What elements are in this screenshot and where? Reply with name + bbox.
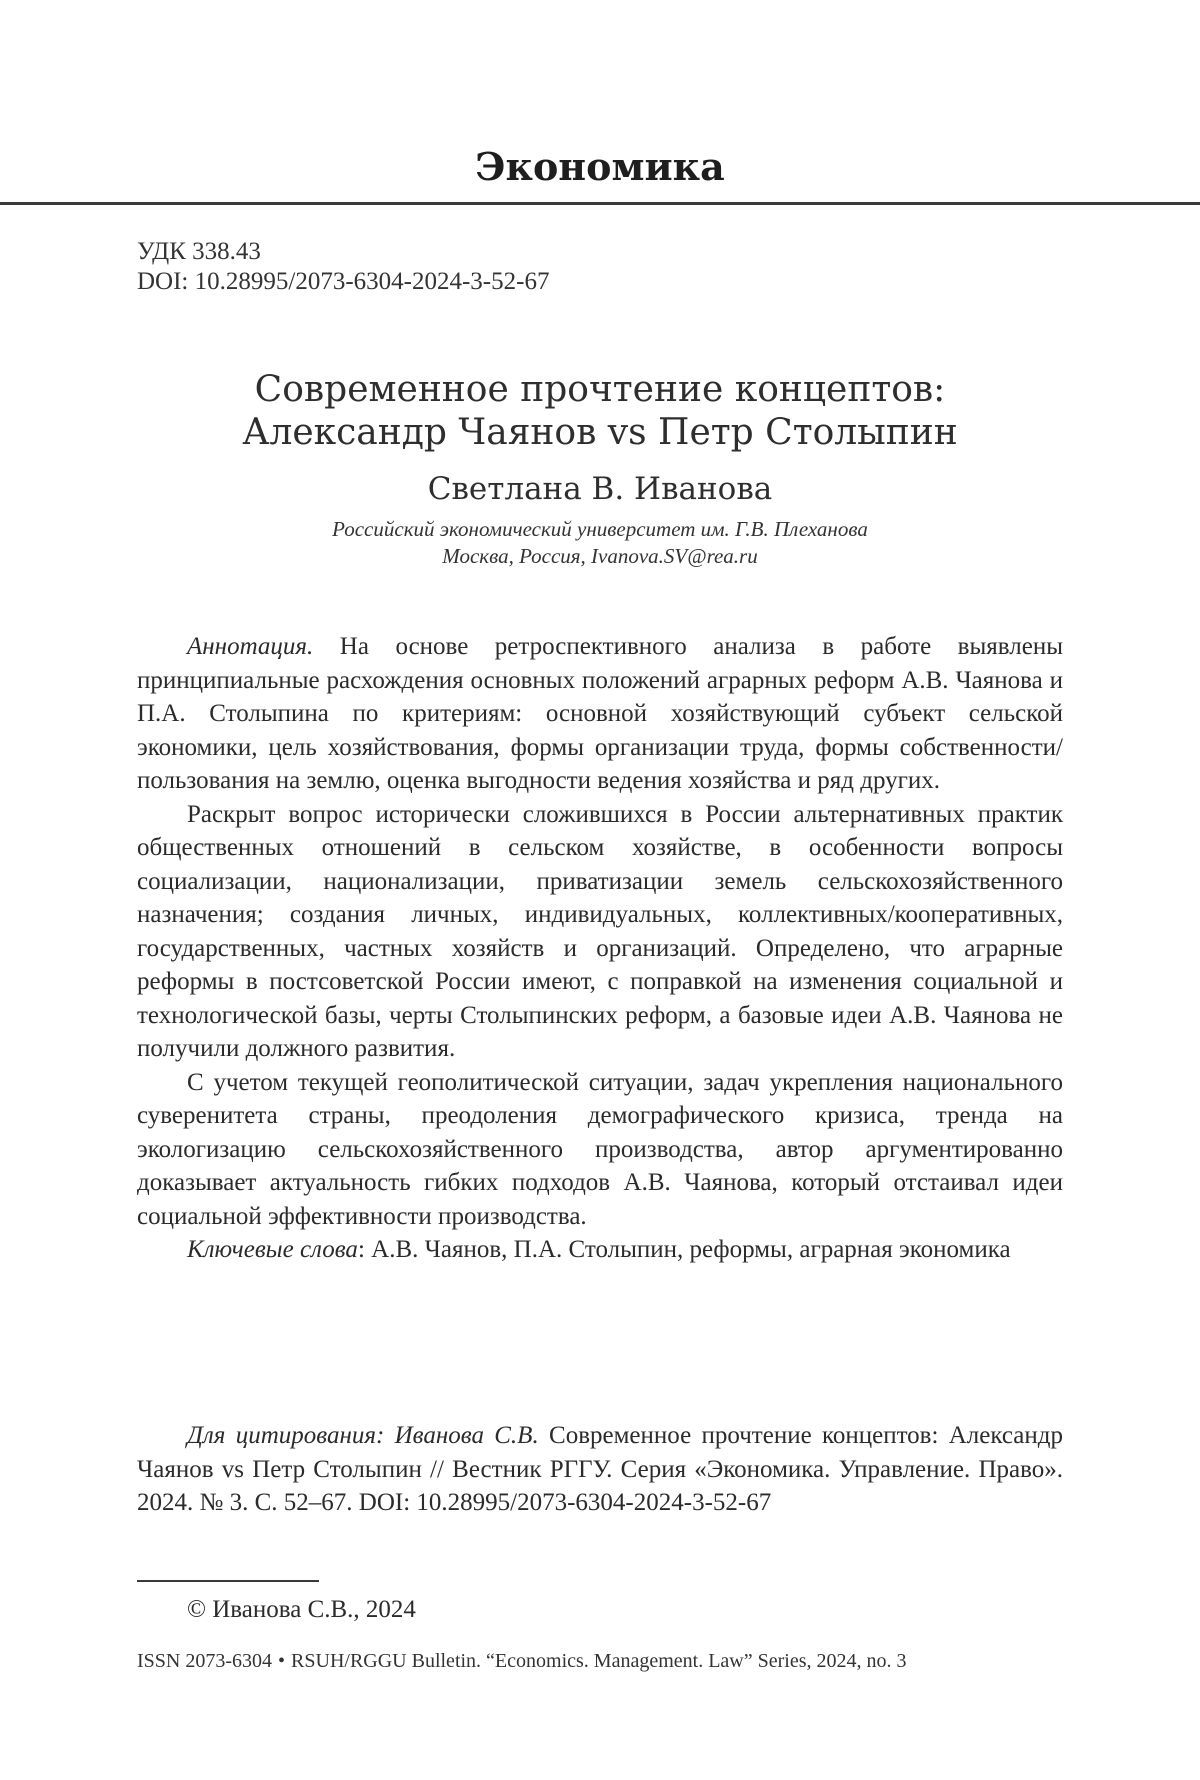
abstract-text-1: На основе ретроспективного анализа в работе выявлены принципиальные расхождения основных положений аграрных реформ А.В. Чаянова и П.А. Столыпина по критериям: основной хозяйствующий субъект сельской экономики, цель хозяйствования, формы организации труда, формы собственности/пользования на землю, оценка выгодности ведения хозяйства и ряд других. bbox=[137, 633, 1063, 794]
abstract-paragraph-3: С учетом текущей геополитической ситуации, задач укрепления национального суверенитета страны, преодоления демографического кризиса, тренда на экологизацию сельскохозяйственного производства, автор аргументированно доказывает актуальность гибких подходов А.В. Чаянова, который отстаивал идеи социальной эффективности производства. bbox=[137, 1066, 1063, 1234]
keywords-label: Ключевые слова bbox=[187, 1236, 358, 1263]
footer-journal: RSUH/RGGU Bulletin. “Economics. Management. Law” Series, 2024, no. 3 bbox=[291, 1650, 906, 1672]
abstract-paragraph-2: Раскрыт вопрос исторически сложившихся в России альтернативных практик общественных отношений в сельском хозяйстве, в особенности вопросы социализации, национализации, приватизации земель сельскохозяйственного назначения; создания личных, индивидуальных, коллективных/кооперативных, государственных, частных хозяйств и организаций. Определено, что аграрные реформы в постсоветской России имеют, с поправкой на изменения социальной и технологической базы, черты Столыпинских реформ, а базовые идеи А.В. Чаянова не получили должного развития. bbox=[137, 798, 1063, 1066]
location-email: Москва, Россия, Ivanova.SV@rea.ru bbox=[137, 543, 1063, 570]
footer-bullet: • bbox=[272, 1650, 291, 1672]
section-title: Экономика bbox=[0, 148, 1200, 186]
article-title bbox=[137, 368, 1063, 454]
title-line-2: Александр Чаянов vs Петр Столыпин bbox=[242, 412, 958, 453]
article-meta bbox=[137, 237, 549, 297]
page-footer bbox=[137, 1648, 1063, 1674]
author-affiliation bbox=[137, 516, 1063, 570]
abstract-label: Аннотация. bbox=[187, 633, 313, 660]
footnote-rule bbox=[137, 1580, 319, 1582]
doi: DOI: 10.28995/2073-6304-2024-3-52-67 bbox=[137, 267, 549, 297]
keywords bbox=[137, 1233, 1063, 1267]
affiliation-name: Российский экономический университет им. Г.В. Плеханова bbox=[137, 516, 1063, 543]
citation-text: Современное прочтение концептов: Александр Чаянов vs Петр Столыпин // Вестник РГГУ. Серия «Экономика. Управление. Право». 2024. № 3. С. 52–67. DOI: 10.28995/2073-6304-2024-3-52-67 bbox=[137, 1422, 1063, 1516]
abstract-paragraph-1 bbox=[137, 630, 1063, 798]
abstract bbox=[137, 630, 1063, 1267]
citation bbox=[137, 1419, 1063, 1520]
author-name: Светлана В. Иванова bbox=[137, 471, 1063, 507]
citation-label: Для цитирования: Иванова С.В. bbox=[187, 1422, 539, 1449]
udc-code: УДК 338.43 bbox=[137, 237, 549, 267]
copyright: © Иванова С.В., 2024 bbox=[187, 1595, 416, 1625]
keywords-text: : А.В. Чаянов, П.А. Столыпин, реформы, аграрная экономика bbox=[358, 1236, 1011, 1263]
footer-issn: ISSN 2073-6304 bbox=[137, 1650, 272, 1672]
title-line-1: Современное прочтение концептов: bbox=[255, 369, 946, 410]
header-rule bbox=[0, 202, 1200, 205]
